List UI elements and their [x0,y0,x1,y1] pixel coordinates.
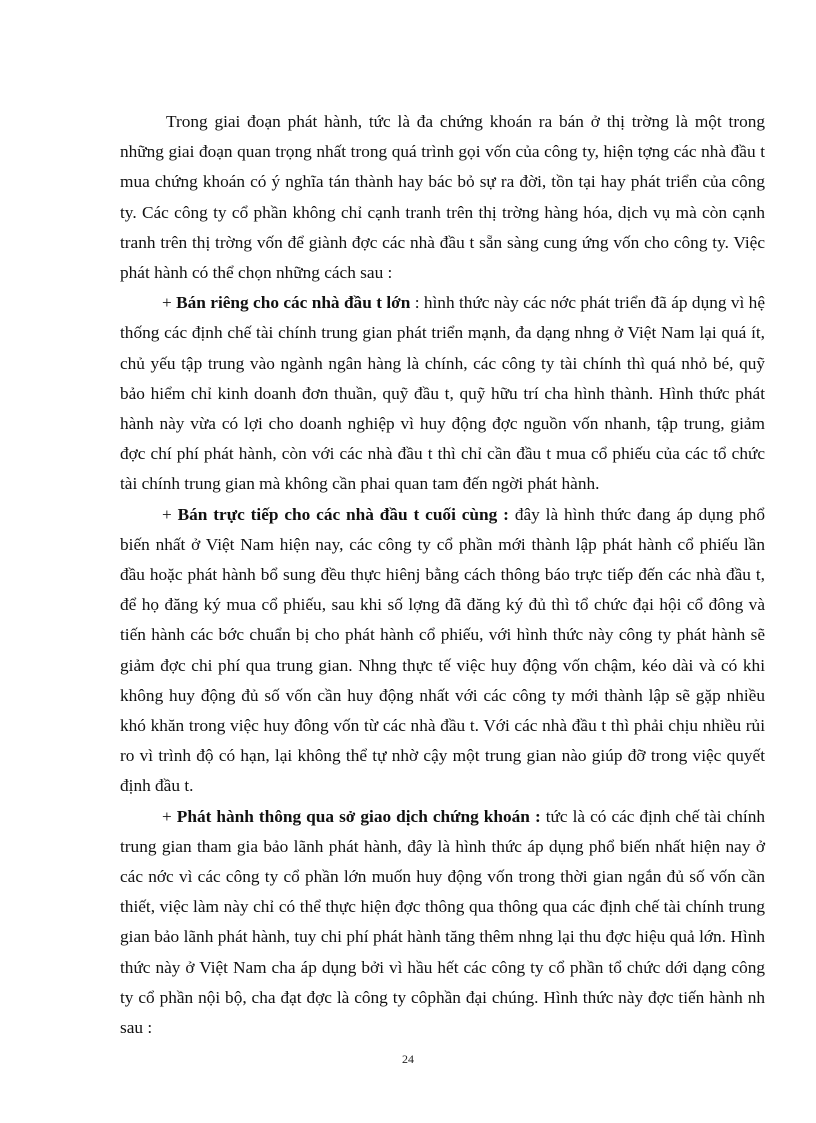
list-item-text: tức là có các định chế tài chính trung gian tham gia bảo lãnh phát hành, đây là hình thức áp dụng phổ biến nhất hiện nay ở các nớc vì các công ty cổ phần lớn muốn huy động vốn trong thời gian ngắn đủ số vốn cần thiết, việc làm này chỉ có thể thực hiện đợc thông qua thông qua các định chế tài chính trung gian bảo lãnh phát hành, tuy chi phí phát hành tăng thêm nhng lại thu đợc hiệu quả lớn. Hình thức này ở Việt Nam cha áp dụng bởi vì hầu hết các công ty cổ phần tổ chức dới dạng công ty cổ phần nội bộ, cha đạt đợc là công ty côphần đại chúng. Hình thức này đợc tiến hành nh sau : [120,806,765,1038]
list-item-prefix: + [162,504,178,524]
list-item-heading: Bán trực tiếp cho các nhà đầu t cuối cùng : [177,504,509,524]
document-body [120,107,765,1043]
list-item [120,500,765,802]
list-item-prefix: + [162,293,177,313]
intro-paragraph: Trong giai đoạn phát hành, tức là đa chứng khoán ra bán ở thị trờng là một trong những giai đoạn quan trọng nhất trong quá trình gọi vốn của công ty, hiện tợng các nhà đầu t mua chứng khoán có ý nghĩa tán thành hay bác bỏ sự ra đời, tồn tại hay phát triển của công ty. Các công ty cổ phần không chỉ cạnh tranh trên thị trờng hàng hóa, dịch vụ mà còn cạnh tranh trên thị trờng vốn để giành đợc các nhà đầu t sẵn sàng cung ứng vốn cho công ty. Việc phát hành có thể chọn những cách sau : [120,112,765,283]
list-item-heading: Bán riêng cho các nhà đầu t lớn [176,293,411,313]
page-number: 24 [402,1052,414,1066]
list-item [120,288,765,499]
list-item-text: đây là hình thức đang áp dụng phổ biến nhất ở Việt Nam hiện nay, các công ty cổ phần mới thành lập phát hành cổ phiếu lần đầu hoặc phát hành bổ sung đều thực hiênj bằng cách thông báo trực tiếp đến các nhà đầu t, để họ đăng ký mua cổ phiếu, sau khi số lợng đã đăng ký đủ thì tổ chức đại hội cổ đông và tiến hành các bớc chuẩn bị cho phát hành cổ phiếu, với hình thức này công ty phát hành sẽ giảm đợc chi phí qua trung gian. Nhng thực tế việc huy động vốn chậm, kéo dài và có khi không huy động đủ số vốn cần huy động nhất với các công ty mới thành lập sẽ gặp nhiều khó khăn trong việc huy đông vốn từ các nhà đầu t. Với các nhà đầu t thì phải chịu nhiều rủi ro vì trình độ có hạn, lại không thể tự nhờ cậy một trung gian nào giúp đỡ trong việc quyết định đầu t. [120,504,765,796]
list-item [120,802,765,1044]
list-item-heading: Phát hành thông qua sở giao dịch chứng khoán : [176,806,541,826]
list-item-text: : hình thức này các nớc phát triển đã áp dụng vì hệ thống các định chế tài chính trung gian phát triển mạnh, đa dạng nhng ở Việt Nam lại quá ít, chủ yếu tập trung vào ngành ngân hàng là chính, các công ty tài chính thì quá nhỏ bé, quỹ bảo hiểm chỉ kinh doanh đơn thuần, quỹ đầu t, quỹ hữu trí cha hình thành. Hình thức phát hành này vừa có lợi cho doanh nghiệp vì huy động đợc nguồn vốn nhanh, tập trung, giảm đợc chí phí phát hành, còn với các nhà đầu t thì chỉ cần đầu t mua cổ phiếu của các tổ chức tài chính trung gian mà không cần phai quan tam đến ngời phát hành. [120,293,765,494]
list-item-prefix: + [162,806,177,826]
